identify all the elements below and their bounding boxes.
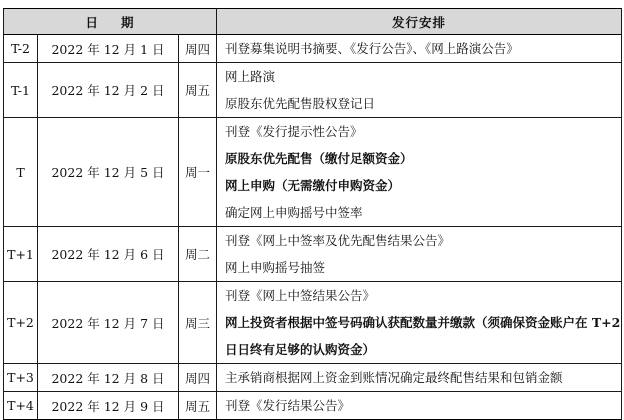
day-code: T+2 [4, 282, 38, 364]
table-row [4, 63, 622, 118]
event-text: 网上路演 [225, 69, 276, 84]
date-cell: 2022 年 12 月 2 日 [38, 63, 179, 118]
table-row [4, 227, 622, 282]
event-text-emphasized: 网上申购（无需缴付申购资金） [225, 178, 401, 193]
weekday-cell: 周二 [179, 227, 217, 282]
event-text: 刊登《网上中签率及优先配售结果公告》 [225, 233, 451, 248]
event-text: 确定网上申购摇号中签率 [225, 205, 363, 220]
events-cell [217, 63, 622, 118]
date-cell: 2022 年 12 月 5 日 [38, 118, 179, 227]
date-header-char-2: 期 [121, 14, 135, 30]
table-row [4, 364, 622, 392]
date-cell: 2022 年 12 月 9 日 [38, 392, 179, 420]
event-text: 刊登募集说明书摘要、《发行公告》、《网上路演公告》 [225, 41, 519, 56]
weekday-cell: 周三 [179, 282, 217, 364]
event-text: 网上申购摇号抽签 [225, 260, 326, 275]
day-code: T+1 [4, 227, 38, 282]
weekday-cell: 周五 [179, 392, 217, 420]
date-header-char-1: 日 [85, 14, 99, 30]
events-cell [217, 35, 622, 63]
event-text: 主承销商根据网上资金到账情况确定最终配售结果和包销金额 [225, 370, 563, 385]
table-row [4, 282, 622, 364]
date-cell: 2022 年 12 月 7 日 [38, 282, 179, 364]
issuance-schedule-table [3, 8, 622, 420]
day-code: T [4, 118, 38, 227]
table-header-row [4, 9, 622, 35]
events-cell [217, 282, 622, 364]
event-text-emphasized: 网上投资者根据中签号码确认获配数量并缴款（须确保资金账户在 T+2 日日终有足够的认购资金） [225, 315, 621, 357]
day-code: T-1 [4, 63, 38, 118]
day-code: T+4 [4, 392, 38, 420]
date-cell: 2022 年 12 月 1 日 [38, 35, 179, 63]
date-cell: 2022 年 12 月 8 日 [38, 364, 179, 392]
event-text: 刊登《网上中签结果公告》 [225, 288, 376, 303]
table-row [4, 392, 622, 420]
table-row [4, 35, 622, 63]
event-text-emphasized: 原股东优先配售（缴付足额资金） [225, 151, 413, 166]
events-cell [217, 118, 622, 227]
weekday-cell: 周四 [179, 364, 217, 392]
date-cell: 2022 年 12 月 6 日 [38, 227, 179, 282]
events-cell [217, 227, 622, 282]
weekday-cell: 周一 [179, 118, 217, 227]
event-text: 刊登《发行结果公告》 [225, 398, 351, 413]
events-cell [217, 364, 622, 392]
event-text: 原股东优先配售股权登记日 [225, 96, 376, 111]
date-column-header [4, 9, 217, 35]
events-cell [217, 392, 622, 420]
weekday-cell: 周四 [179, 35, 217, 63]
table-row [4, 118, 622, 227]
weekday-cell: 周五 [179, 63, 217, 118]
event-text: 刊登《发行提示性公告》 [225, 124, 363, 139]
day-code: T-2 [4, 35, 38, 63]
day-code: T+3 [4, 364, 38, 392]
events-column-header: 发行安排 [217, 9, 622, 35]
